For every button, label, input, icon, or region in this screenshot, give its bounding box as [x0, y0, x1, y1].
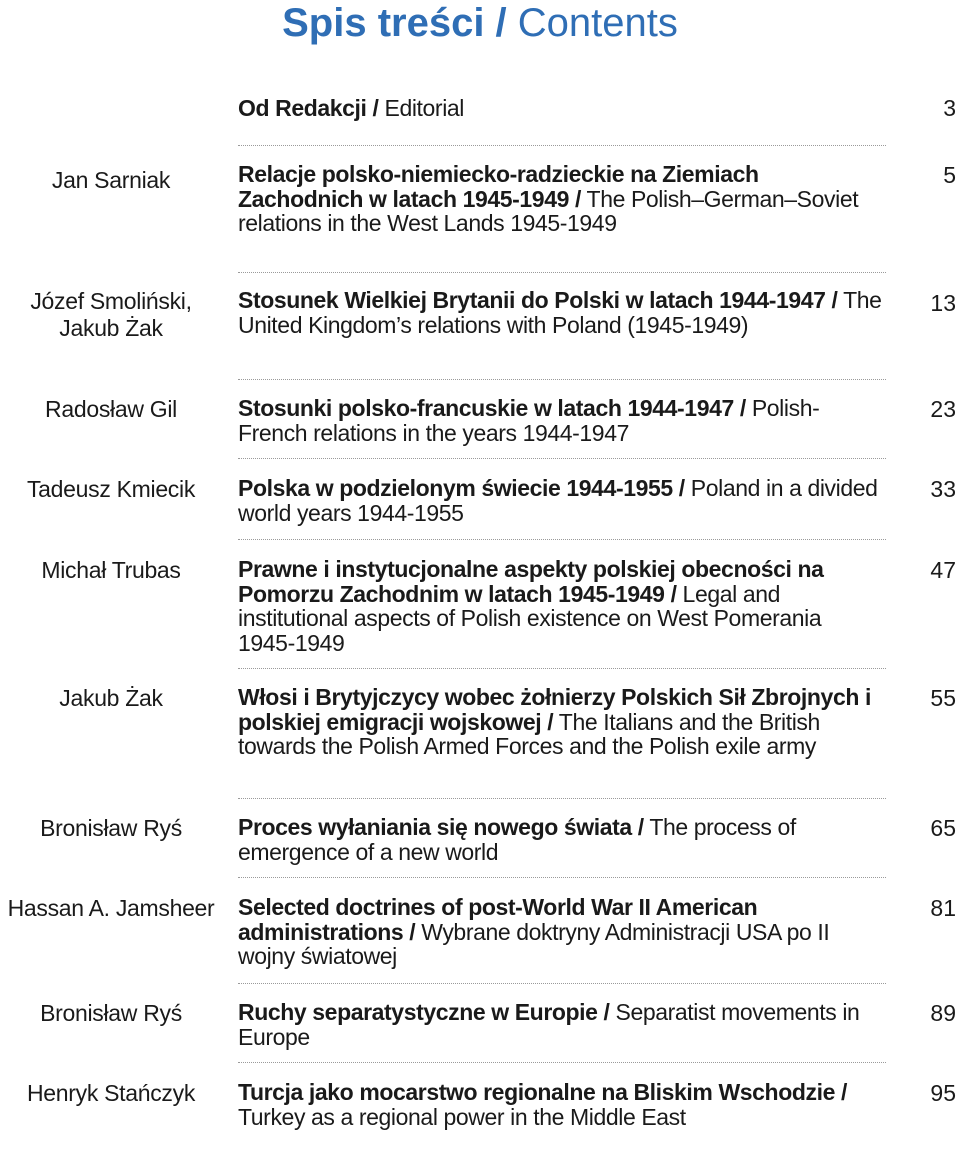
dotted-separator — [238, 668, 886, 669]
toc-page-number: 13 — [930, 290, 956, 316]
toc-author: Bronisław Ryś — [40, 1000, 182, 1026]
dotted-separator — [238, 539, 886, 540]
toc-article-title — [238, 96, 884, 121]
toc-title-polish: Prawne i instytucjonalne aspekty polskiej obecności na Pomorzu Zachodnim w latach 1945-1949 / — [238, 556, 824, 607]
toc-author: Józef Smoliński, Jakub Żak — [30, 288, 192, 341]
toc-article-title — [238, 288, 884, 337]
toc-page-number: 33 — [930, 476, 956, 502]
toc-title-polish: Polska w podzielonym świecie 1944-1955 / — [238, 475, 685, 501]
toc-title-english: Turkey as a regional power in the Middle East — [238, 1103, 686, 1130]
dotted-separator — [238, 379, 886, 380]
toc-title-polish: Selected doctrines of post-World War II American administrations / — [238, 894, 758, 945]
page-title-english: Contents — [506, 1, 678, 45]
toc-page-number: 95 — [930, 1080, 956, 1106]
dotted-separator — [238, 1062, 886, 1063]
toc-title-polish: Włosi i Brytyjczycy wobec żołnierzy Polskich Sił Zbrojnych i polskiej emigracji wojskowej / — [238, 684, 871, 735]
dotted-separator — [238, 798, 886, 799]
toc-page-number: 5 — [943, 162, 956, 188]
toc-page-number: 55 — [930, 685, 956, 711]
page-title — [0, 0, 960, 46]
toc-title-english: The United Kingdom’s relations with Poland (1945-1949) — [238, 287, 882, 338]
toc-article-title — [238, 476, 884, 525]
toc-page-number: 81 — [930, 895, 956, 921]
toc-page-number: 89 — [930, 1000, 956, 1026]
toc-title-english: The process of emergence of a new world — [238, 814, 796, 865]
toc-author: Tadeusz Kmiecik — [26, 476, 196, 502]
toc-title-polish: Turcja jako mocarstwo regionalne na Bliskim Wschodzie / — [238, 1079, 847, 1105]
dotted-separator — [238, 272, 886, 273]
toc-title-polish: Ruchy separatystyczne w Europie / — [238, 999, 610, 1025]
toc-page-number: 65 — [930, 815, 956, 841]
toc-title-english: Editorial — [378, 95, 465, 121]
toc-title-english: The Italians and the British towards the Polish Armed Forces and the Polish exile army — [238, 708, 820, 759]
toc-author: Michał Trubas — [41, 557, 181, 583]
toc-title-polish: Stosunki polsko-francuskie w latach 1944-1947 / — [238, 395, 746, 421]
toc-article-title — [238, 685, 884, 759]
toc-title-english: Poland in a divided world years 1944-1955 — [238, 475, 878, 526]
toc-page-number: 23 — [930, 396, 956, 422]
dotted-separator — [238, 145, 886, 146]
toc-title-polish: Relacje polsko-niemiecko-radzieckie na Ziemiach Zachodnich w latach 1945-1949 / — [238, 161, 759, 212]
toc-author: Radosław Gil — [45, 396, 177, 422]
toc-title-polish: Od Redakcji / — [238, 95, 379, 121]
toc-page-number: 3 — [943, 95, 956, 121]
toc-title-english: Wybrane doktryny Administracji USA po II wojny światowej — [238, 918, 830, 969]
dotted-separator — [238, 877, 886, 878]
toc-article-title — [238, 815, 884, 864]
dotted-separator — [238, 458, 886, 459]
toc-title-english: Legal and institutional aspects of Polish existence on West Pomerania 1945-1949 — [238, 580, 822, 656]
dotted-separator — [238, 983, 886, 984]
toc-page-number: 47 — [930, 557, 956, 583]
toc-author: Hassan A. Jamsheer — [7, 895, 215, 921]
toc-article-title — [238, 1000, 884, 1049]
toc-title-english: The Polish–German–Soviet relations in the West Lands 1945-1949 — [238, 185, 859, 236]
toc-author: Bronisław Ryś — [40, 815, 182, 841]
toc-article-title — [238, 1080, 884, 1129]
toc-author: Jan Sarniak — [51, 167, 171, 193]
toc-title-polish: Proces wyłaniania się nowego świata / — [238, 814, 644, 840]
toc-title-english: Separatist movements in Europe — [238, 999, 860, 1050]
toc-article-title — [238, 895, 884, 969]
toc-author: Jakub Żak — [59, 685, 163, 711]
toc-article-title — [238, 557, 884, 655]
toc-author: Henryk Stańczyk — [26, 1080, 196, 1106]
toc-article-title — [238, 162, 884, 236]
toc-title-polish: Stosunek Wielkiej Brytanii do Polski w latach 1944-1947 / — [238, 287, 838, 313]
page-title-polish: Spis treści / — [282, 1, 507, 45]
toc-article-title — [238, 396, 884, 445]
toc-title-english: Polish-French relations in the years 1944-1947 — [238, 395, 820, 446]
